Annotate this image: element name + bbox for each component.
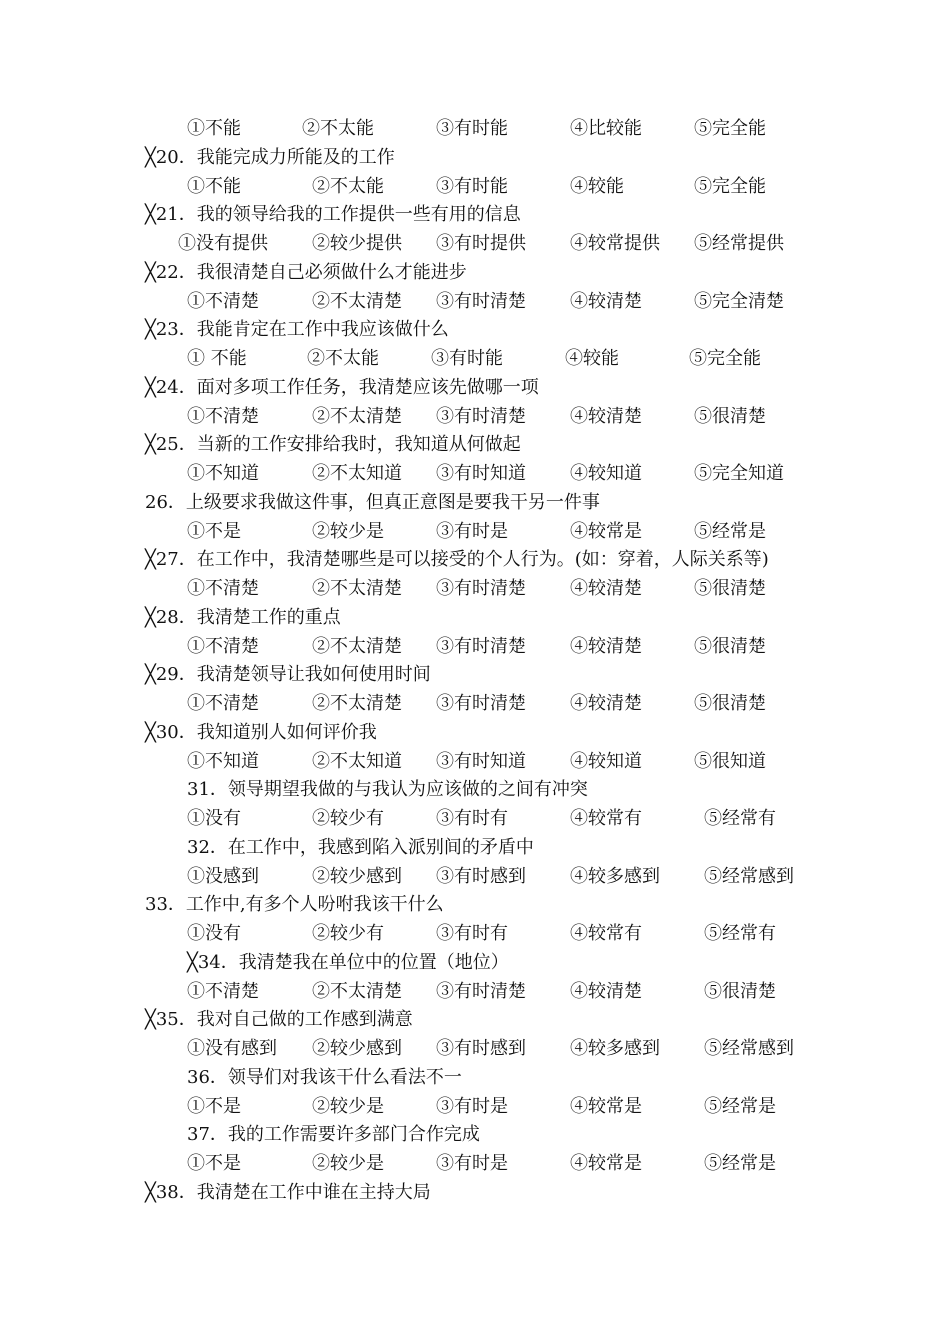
answer-option: ③有时知道: [436, 463, 526, 484]
answer-option: ①没有: [187, 808, 241, 829]
answer-options-row: [0, 574, 950, 604]
answer-option: ③有时清楚: [436, 578, 526, 599]
answer-option: ④较能: [570, 176, 624, 197]
answer-option: ④较常是: [570, 1153, 642, 1174]
answer-option: ③有时感到: [436, 1038, 526, 1059]
answer-option: ①不是: [187, 1153, 241, 1174]
answer-options-row: [0, 1149, 950, 1179]
answer-option: ⑤经常感到: [704, 1038, 794, 1059]
answer-option: ⑤经常是: [694, 521, 766, 542]
answer-option: ②较少感到: [312, 866, 402, 887]
answer-options-row: [0, 689, 950, 719]
answer-option: ②较少感到: [312, 1038, 402, 1059]
question-line: [187, 833, 534, 863]
answer-options-row: [0, 1034, 950, 1064]
answer-option: ②较少有: [312, 808, 384, 829]
answer-options-row: [0, 172, 950, 202]
answer-option: ②不太能: [302, 118, 374, 139]
question-text: ╳20．我能完成力所能及的工作: [145, 147, 395, 168]
question-line: [145, 315, 449, 345]
answer-options-row: [0, 114, 950, 144]
answer-options-row: [0, 344, 950, 374]
answer-option: ②不太知道: [312, 751, 402, 772]
answer-option: ⑤经常是: [704, 1153, 776, 1174]
answer-option: ③有时能: [431, 348, 503, 369]
answer-options-row: [0, 747, 950, 777]
answer-option: ④较知道: [570, 463, 642, 484]
answer-option: ②不太清楚: [312, 291, 402, 312]
answer-option: ③有时清楚: [436, 693, 526, 714]
question-text: ╳23．我能肯定在工作中我应该做什么: [145, 319, 449, 340]
question-text: 37．我的工作需要许多部门合作完成: [187, 1124, 480, 1145]
answer-option: ④较多感到: [570, 1038, 660, 1059]
answer-option: ⑤经常有: [704, 923, 776, 944]
answer-option: ①不清楚: [187, 406, 259, 427]
question-line: [145, 1005, 413, 1035]
question-line: [145, 200, 521, 230]
answer-option: ②不太清楚: [312, 578, 402, 599]
question-text: ╳24．面对多项工作任务，我清楚应该先做哪一项: [145, 377, 539, 398]
answer-options-row: [0, 287, 950, 317]
answer-option: ①不清楚: [187, 981, 259, 1002]
question-text: 31．领导期望我做的与我认为应该做的之间有冲突: [187, 779, 588, 800]
answer-option: ④较常有: [570, 808, 642, 829]
question-line: [145, 488, 600, 518]
answer-option: ⑤经常是: [704, 1096, 776, 1117]
answer-option: ⑤经常感到: [704, 866, 794, 887]
answer-option: ①没有感到: [187, 1038, 277, 1059]
question-text: ╳28．我清楚工作的重点: [145, 607, 341, 628]
question-line: [187, 948, 509, 978]
answer-option: ①不清楚: [187, 693, 259, 714]
question-text: 32．在工作中，我感到陷入派别间的矛盾中: [187, 837, 534, 858]
answer-option: ④较清楚: [570, 981, 642, 1002]
answer-option: ③有时有: [436, 923, 508, 944]
question-line: [187, 1063, 462, 1093]
question-line: [145, 890, 444, 920]
question-line: [145, 603, 341, 633]
question-text: ╳34．我清楚我在单位中的位置（地位）: [187, 952, 509, 973]
answer-option: ⑤很知道: [694, 751, 766, 772]
answer-option: ④较常是: [570, 1096, 642, 1117]
question-line: [145, 143, 395, 173]
question-text: ╳27．在工作中，我清楚哪些是可以接受的个人行为。(如：穿着，人际关系等): [145, 549, 769, 570]
question-text: ╳35．我对自己做的工作感到满意: [145, 1009, 413, 1030]
answer-option: ⑤很清楚: [694, 406, 766, 427]
answer-option: ①不知道: [187, 751, 259, 772]
answer-option: ④较清楚: [570, 636, 642, 657]
answer-option: ②较少有: [312, 923, 384, 944]
question-line: [145, 258, 467, 288]
question-line: [145, 430, 521, 460]
answer-options-row: [0, 1092, 950, 1122]
question-line: [145, 718, 377, 748]
answer-option: ②不太清楚: [312, 406, 402, 427]
question-text: ╳21．我的领导给我的工作提供一些有用的信息: [145, 204, 521, 225]
question-line: [187, 775, 588, 805]
answer-option: ②较少提供: [312, 233, 402, 254]
answer-option: ⑤完全能: [689, 348, 761, 369]
answer-option: ②不太清楚: [312, 981, 402, 1002]
question-text: 36．领导们对我该干什么看法不一: [187, 1067, 462, 1088]
answer-option: ⑤经常有: [704, 808, 776, 829]
answer-option: ①不是: [187, 1096, 241, 1117]
answer-option: ③有时是: [436, 1096, 508, 1117]
question-text: ╳29．我清楚领导让我如何使用时间: [145, 664, 431, 685]
answer-option: ③有时清楚: [436, 981, 526, 1002]
answer-option: ④较清楚: [570, 693, 642, 714]
answer-option: ④比较能: [570, 118, 642, 139]
answer-option: ④较常是: [570, 521, 642, 542]
answer-option: ⑤很清楚: [694, 693, 766, 714]
answer-option: ⑤完全清楚: [694, 291, 784, 312]
answer-option: ④较清楚: [570, 578, 642, 599]
question-line: [187, 1120, 480, 1150]
question-line: [145, 373, 539, 403]
answer-option: ①不清楚: [187, 291, 259, 312]
answer-option: ②不太清楚: [312, 636, 402, 657]
answer-option: ⑤完全能: [694, 118, 766, 139]
question-text: ╳25．当新的工作安排给我时，我知道从何做起: [145, 434, 521, 455]
answer-options-row: [0, 632, 950, 662]
answer-option: ⑤很清楚: [694, 578, 766, 599]
answer-option: ③有时能: [436, 176, 508, 197]
answer-option: ②不太能: [307, 348, 379, 369]
question-line: [145, 1178, 431, 1208]
answer-option: ②较少是: [312, 1096, 384, 1117]
answer-option: ③有时清楚: [436, 636, 526, 657]
answer-option: ③有时清楚: [436, 406, 526, 427]
answer-options-row: [0, 517, 950, 547]
answer-option: ①不能: [187, 176, 241, 197]
answer-options-row: [0, 919, 950, 949]
answer-option: ③有时知道: [436, 751, 526, 772]
answer-option: ②不太知道: [312, 463, 402, 484]
answer-option: ②不太清楚: [312, 693, 402, 714]
answer-option: ①没有提供: [178, 233, 268, 254]
answer-options-row: [0, 229, 950, 259]
answer-option: ③有时有: [436, 808, 508, 829]
answer-option: ①没感到: [187, 866, 259, 887]
answer-option: ③有时是: [436, 1153, 508, 1174]
answer-option: ①没有: [187, 923, 241, 944]
question-text: ╳22．我很清楚自己必须做什么才能进步: [145, 262, 467, 283]
answer-options-row: [0, 977, 950, 1007]
answer-option: ④较常提供: [570, 233, 660, 254]
answer-option: ④较知道: [570, 751, 642, 772]
question-text: 26．上级要求我做这件事，但真正意图是要我干另一件事: [145, 492, 600, 513]
answer-option: ④较清楚: [570, 291, 642, 312]
answer-option: ⑤很清楚: [704, 981, 776, 1002]
answer-option: ⑤经常提供: [694, 233, 784, 254]
answer-option: ④较清楚: [570, 406, 642, 427]
answer-option: ③有时感到: [436, 866, 526, 887]
answer-option: ④较多感到: [570, 866, 660, 887]
answer-option: ①不清楚: [187, 636, 259, 657]
answer-option: ⑤完全知道: [694, 463, 784, 484]
answer-option: ① 不能: [187, 348, 247, 369]
answer-option: ⑤完全能: [694, 176, 766, 197]
answer-option: ③有时提供: [436, 233, 526, 254]
answer-option: ④较常有: [570, 923, 642, 944]
answer-option: ①不清楚: [187, 578, 259, 599]
answer-option: ②较少是: [312, 1153, 384, 1174]
answer-option: ①不知道: [187, 463, 259, 484]
answer-options-row: [0, 402, 950, 432]
answer-option: ②不太能: [312, 176, 384, 197]
answer-option: ①不能: [187, 118, 241, 139]
answer-option: ⑤很清楚: [694, 636, 766, 657]
answer-option: ②较少是: [312, 521, 384, 542]
answer-option: ③有时是: [436, 521, 508, 542]
answer-option: ③有时清楚: [436, 291, 526, 312]
question-line: [145, 660, 431, 690]
question-text: 33．工作中,有多个人吩咐我该干什么: [145, 894, 444, 915]
answer-option: ④较能: [565, 348, 619, 369]
answer-options-row: [0, 804, 950, 834]
answer-options-row: [0, 862, 950, 892]
answer-option: ③有时能: [436, 118, 508, 139]
answer-option: ①不是: [187, 521, 241, 542]
answer-options-row: [0, 459, 950, 489]
question-text: ╳38．我清楚在工作中谁在主持大局: [145, 1182, 431, 1203]
question-text: ╳30．我知道别人如何评价我: [145, 722, 377, 743]
question-line: [145, 545, 769, 575]
